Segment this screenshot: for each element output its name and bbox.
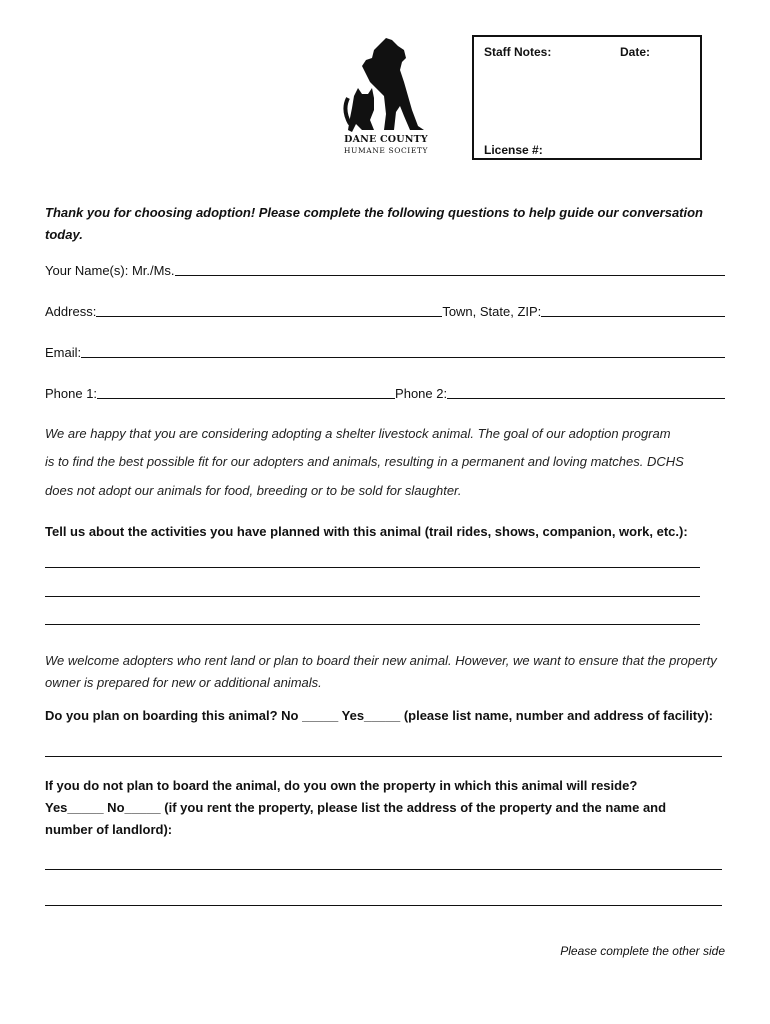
dchs-logo <box>340 36 432 158</box>
boarding-question: Do you plan on boarding this animal? No _____ Yes_____ (please list name, number and address of facility): <box>45 708 714 723</box>
property-question-line-1: If you do not plan to board the animal, do you own the property in which this animal will reside? <box>45 778 638 793</box>
date-label: Date: <box>620 45 651 59</box>
dog-cat-silhouette-icon <box>340 36 432 134</box>
intro-text: Thank you for choosing adoption! Please complete the following questions to help guide our conversation today. <box>45 205 703 242</box>
phone2-input-line[interactable] <box>447 384 725 399</box>
property-question-line-3: number of landlord): <box>45 822 173 837</box>
email-input-line[interactable] <box>81 343 725 358</box>
phone1-input-line[interactable] <box>97 384 395 399</box>
name-label: Your Name(s): Mr./Ms. <box>45 263 175 278</box>
adoption-goal-line-3: does not adopt our animals for food, breeding or to be sold for slaughter. <box>45 483 462 498</box>
address-field-row <box>45 301 725 319</box>
name-field-row <box>45 260 725 278</box>
email-label: Email: <box>45 345 82 360</box>
activities-answer-line[interactable] <box>45 596 700 597</box>
property-answer-line[interactable] <box>45 869 722 870</box>
phone2-label: Phone 2: <box>395 386 448 401</box>
phone-field-row <box>45 383 725 401</box>
email-field-row <box>45 342 725 360</box>
rent-note: We welcome adopters who rent land or plan to board their new animal. However, we want to ensure that the property owner is prepared for new or additional animals. <box>45 653 717 690</box>
activities-question: Tell us about the activities you have planned with this animal (trail rides, shows, companion, work, etc.): <box>45 524 688 539</box>
property-question-line-2: Yes_____ No_____ (if you rent the property, please list the address of the property and the name and <box>45 800 667 815</box>
property-answer-line[interactable] <box>45 905 722 906</box>
town-label: Town, State, ZIP: <box>442 304 542 319</box>
phone1-label: Phone 1: <box>45 386 98 401</box>
logo-text-dane-county: DANE COUNTY <box>344 134 428 145</box>
footer-note: Please complete the other side <box>560 944 725 958</box>
boarding-answer-line[interactable] <box>45 756 722 757</box>
license-label: License #: <box>484 143 543 157</box>
adoption-goal-line-1: We are happy that you are considering adopting a shelter livestock animal. The goal of our adoption program <box>45 426 671 441</box>
town-input-line[interactable] <box>541 302 725 317</box>
adoption-goal-line-2: is to find the best possible fit for our adopters and animals, resulting in a permanent and loving matches. DCHS <box>45 454 684 469</box>
name-input-line[interactable] <box>175 261 725 276</box>
activities-answer-line[interactable] <box>45 567 700 568</box>
address-label: Address: <box>45 304 97 319</box>
staff-notes-label: Staff Notes: <box>484 45 552 59</box>
staff-notes-box <box>472 35 702 160</box>
address-input-line[interactable] <box>96 302 442 317</box>
logo-text-humane-society: HUMANE SOCIETY <box>343 146 429 155</box>
activities-answer-line[interactable] <box>45 624 700 625</box>
